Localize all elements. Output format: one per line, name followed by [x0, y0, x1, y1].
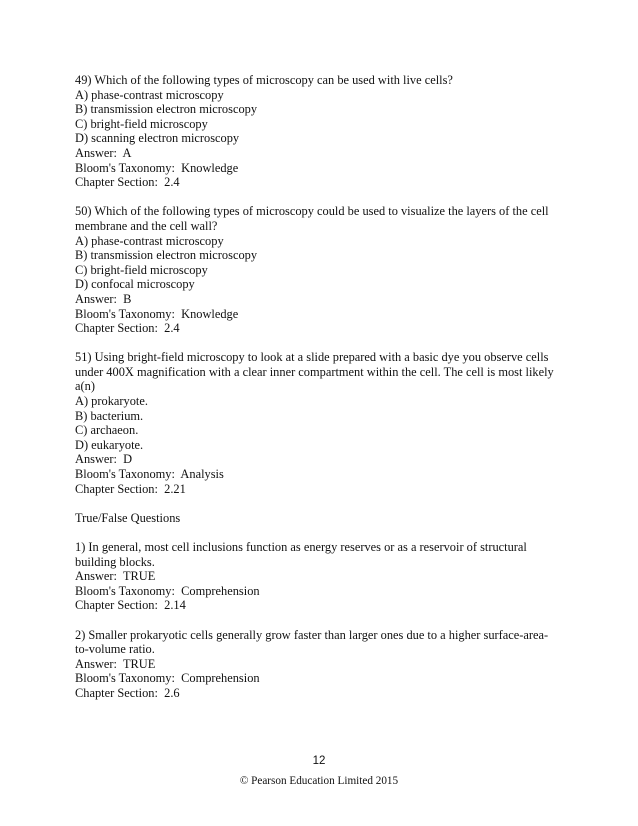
- question-text-line-2: to-volume ratio.: [75, 642, 155, 657]
- option-a: A) phase-contrast microscopy: [75, 87, 224, 102]
- option-d: D) eukaryote.: [75, 437, 144, 452]
- option-b: B) bacterium.: [75, 408, 144, 423]
- question-text-line-1: 1) In general, most cell inclusions function as energy reserves or as a reservoir of structural: [75, 540, 527, 554]
- page-content: [75, 73, 565, 715]
- chapter-section: Chapter Section: 2.21: [75, 481, 186, 496]
- blooms-taxonomy: Bloom's Taxonomy: Comprehension: [75, 671, 260, 686]
- true-false-question-1: [75, 540, 565, 613]
- question-49: [75, 73, 565, 190]
- question-text-line-1: 2) Smaller prokaryotic cells generally grow faster than larger ones due to a higher surface-area-: [75, 627, 549, 642]
- answer: Answer: A: [75, 145, 132, 160]
- chapter-section: Chapter Section: 2.6: [75, 685, 180, 700]
- blooms-taxonomy: Bloom's Taxonomy: Analysis: [75, 467, 224, 482]
- question-text-line-1: 50) Which of the following types of microscopy could be used to visualize the layers of the cell: [75, 204, 549, 219]
- answer: Answer: TRUE: [75, 569, 156, 584]
- option-a: A) phase-contrast microscopy: [75, 233, 224, 248]
- true-false-question-2: [75, 628, 565, 701]
- option-a: A) prokaryote.: [75, 394, 148, 409]
- option-d: D) scanning electron microscopy: [75, 131, 240, 146]
- option-c: C) bright-field microscopy: [75, 116, 208, 131]
- blooms-taxonomy: Bloom's Taxonomy: Comprehension: [75, 583, 260, 598]
- chapter-section: Chapter Section: 2.4: [75, 175, 180, 190]
- option-c: C) archaeon.: [75, 423, 139, 438]
- answer: Answer: TRUE: [75, 656, 156, 671]
- option-d: D) confocal microscopy: [75, 277, 195, 292]
- question-text-line-1: 51) Using bright-field microscopy to look at a slide prepared with a basic dye you observe cells: [75, 350, 549, 365]
- option-b: B) transmission electron microscopy: [75, 102, 258, 117]
- copyright-notice: © Pearson Education Limited 2015: [239, 775, 399, 787]
- true-false-heading-block: [75, 511, 565, 526]
- section-heading: True/False Questions: [75, 510, 181, 525]
- option-b: B) transmission electron microscopy: [75, 248, 258, 263]
- answer: Answer: D: [75, 452, 133, 467]
- chapter-section: Chapter Section: 2.4: [75, 321, 180, 336]
- question-text-line-3: a(n): [75, 379, 95, 394]
- chapter-section: Chapter Section: 2.14: [75, 598, 186, 613]
- blooms-taxonomy: Bloom's Taxonomy: Knowledge: [75, 160, 239, 175]
- question-51: [75, 350, 565, 496]
- question-50: [75, 204, 565, 335]
- question-text-line-2: under 400X magnification with a clear inner compartment within the cell. The cell is most likely: [75, 364, 554, 379]
- option-c: C) bright-field microscopy: [75, 262, 208, 277]
- question-text-line-2: membrane and the cell wall?: [75, 218, 218, 233]
- question-text: 49) Which of the following types of microscopy can be used with live cells?: [75, 73, 453, 87]
- blooms-taxonomy: Bloom's Taxonomy: Knowledge: [75, 306, 239, 321]
- answer: Answer: B: [75, 291, 132, 306]
- question-text-line-2: building blocks.: [75, 554, 155, 569]
- page-number: 12: [312, 755, 326, 767]
